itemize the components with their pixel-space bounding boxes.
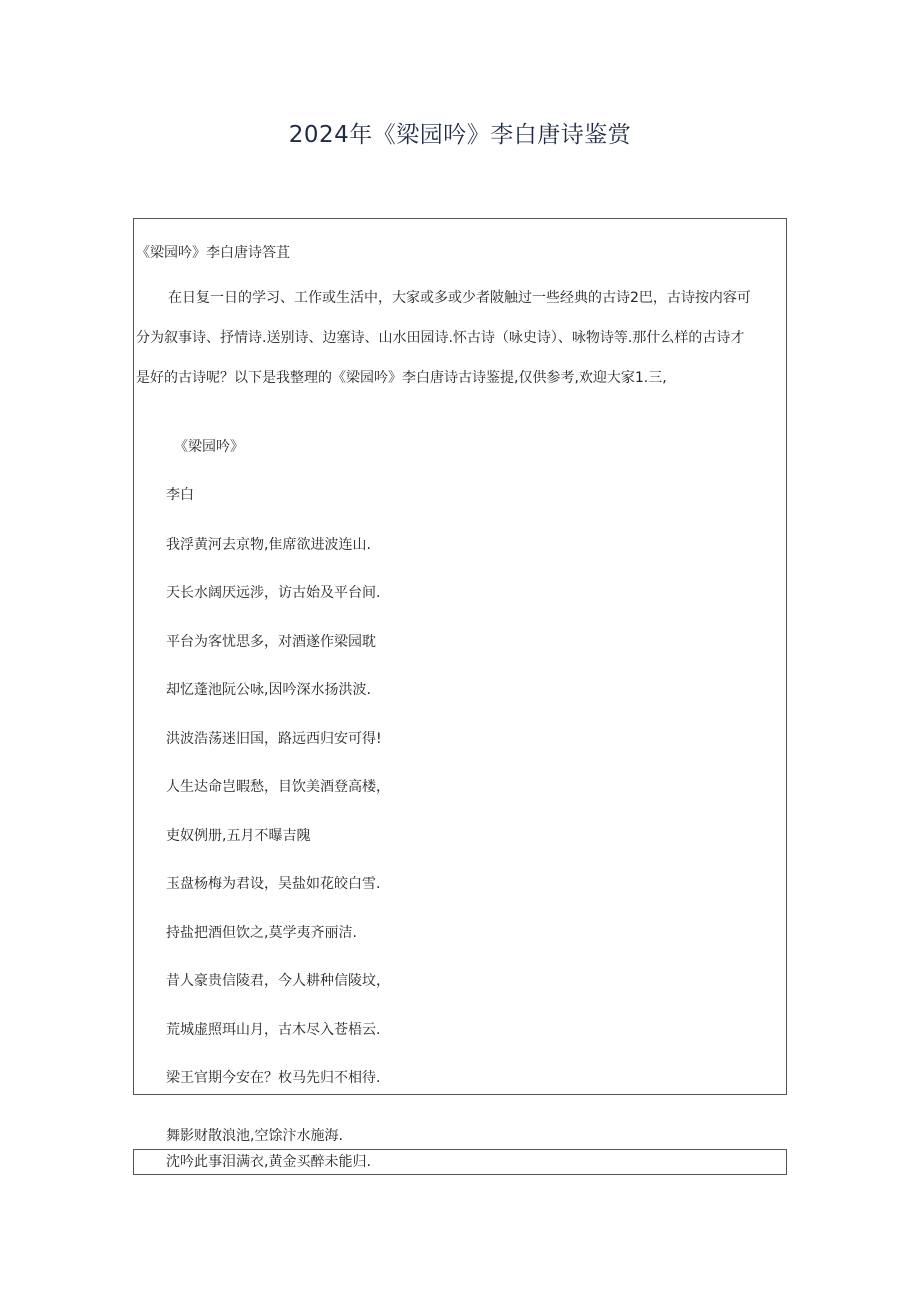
poem-line: 梁王官期今安在？枚马先归不相待.: [166, 1070, 381, 1086]
poem-line: 却忆蓬池阮公咏,因吟深水扬洪波.: [166, 682, 371, 698]
page-title: 2024年《梁园吟》李白唐诗鉴赏: [288, 122, 632, 148]
content-frame: [133, 218, 787, 1095]
poem-line: 玉盘杨梅为君设，吴盐如花皎白雪.: [166, 876, 381, 892]
poem-line: 荒城虚照珥山月，古木尽入苍梧云.: [166, 1022, 381, 1038]
poem-line: 洪波浩荡迷旧国，路远西归安可得!: [166, 731, 382, 747]
intro-line: 分为叙事诗、抒情诗.送别诗、边塞诗、山水田园诗.怀古诗（咏史诗）、咏物诗等.那什么样的古诗才: [136, 330, 745, 346]
poem-author: 李白: [166, 487, 194, 503]
poem-line: 我浮黄河去京物,隹席欲进波连山.: [166, 537, 371, 553]
intro-line: 是好的古诗呢？以下是我整理的《梁园吟》李白唐诗古诗鉴提,仅供参考,欢迎大家1.三,: [136, 370, 667, 386]
poem-line: 平台为客忧思多，对酒遂作梁园耽: [166, 634, 376, 650]
poem-line: 吏奴例册,五月不曝吉隗: [166, 828, 311, 844]
poem-line: 昔人豪贵信陵君，今人耕种信陵坟，: [166, 973, 390, 989]
poem-last-line: 沈吟此事泪满衣,黄金买醉未能归.: [166, 1154, 371, 1170]
poem-line: 持盐把酒但饮之,莫学夷齐丽洁.: [166, 925, 357, 941]
poem-line-between-frames: 舞影财散浪池,空馀汴水施海.: [166, 1128, 343, 1144]
intro-line: 在日复一日的学习、工作或生活中，大家或多或少者陂触过一些经典的古诗2巴，古诗按内容可: [168, 290, 751, 306]
poem-line: 天长水阔厌远涉，访古始及平台间.: [166, 585, 381, 601]
section-heading: 《梁园吟》李白唐诗答苴: [136, 245, 290, 261]
poem-line: 人生达命岂暇愁，目饮美酒登高楼，: [166, 779, 390, 795]
poem-title: 《梁园吟》: [174, 439, 244, 455]
